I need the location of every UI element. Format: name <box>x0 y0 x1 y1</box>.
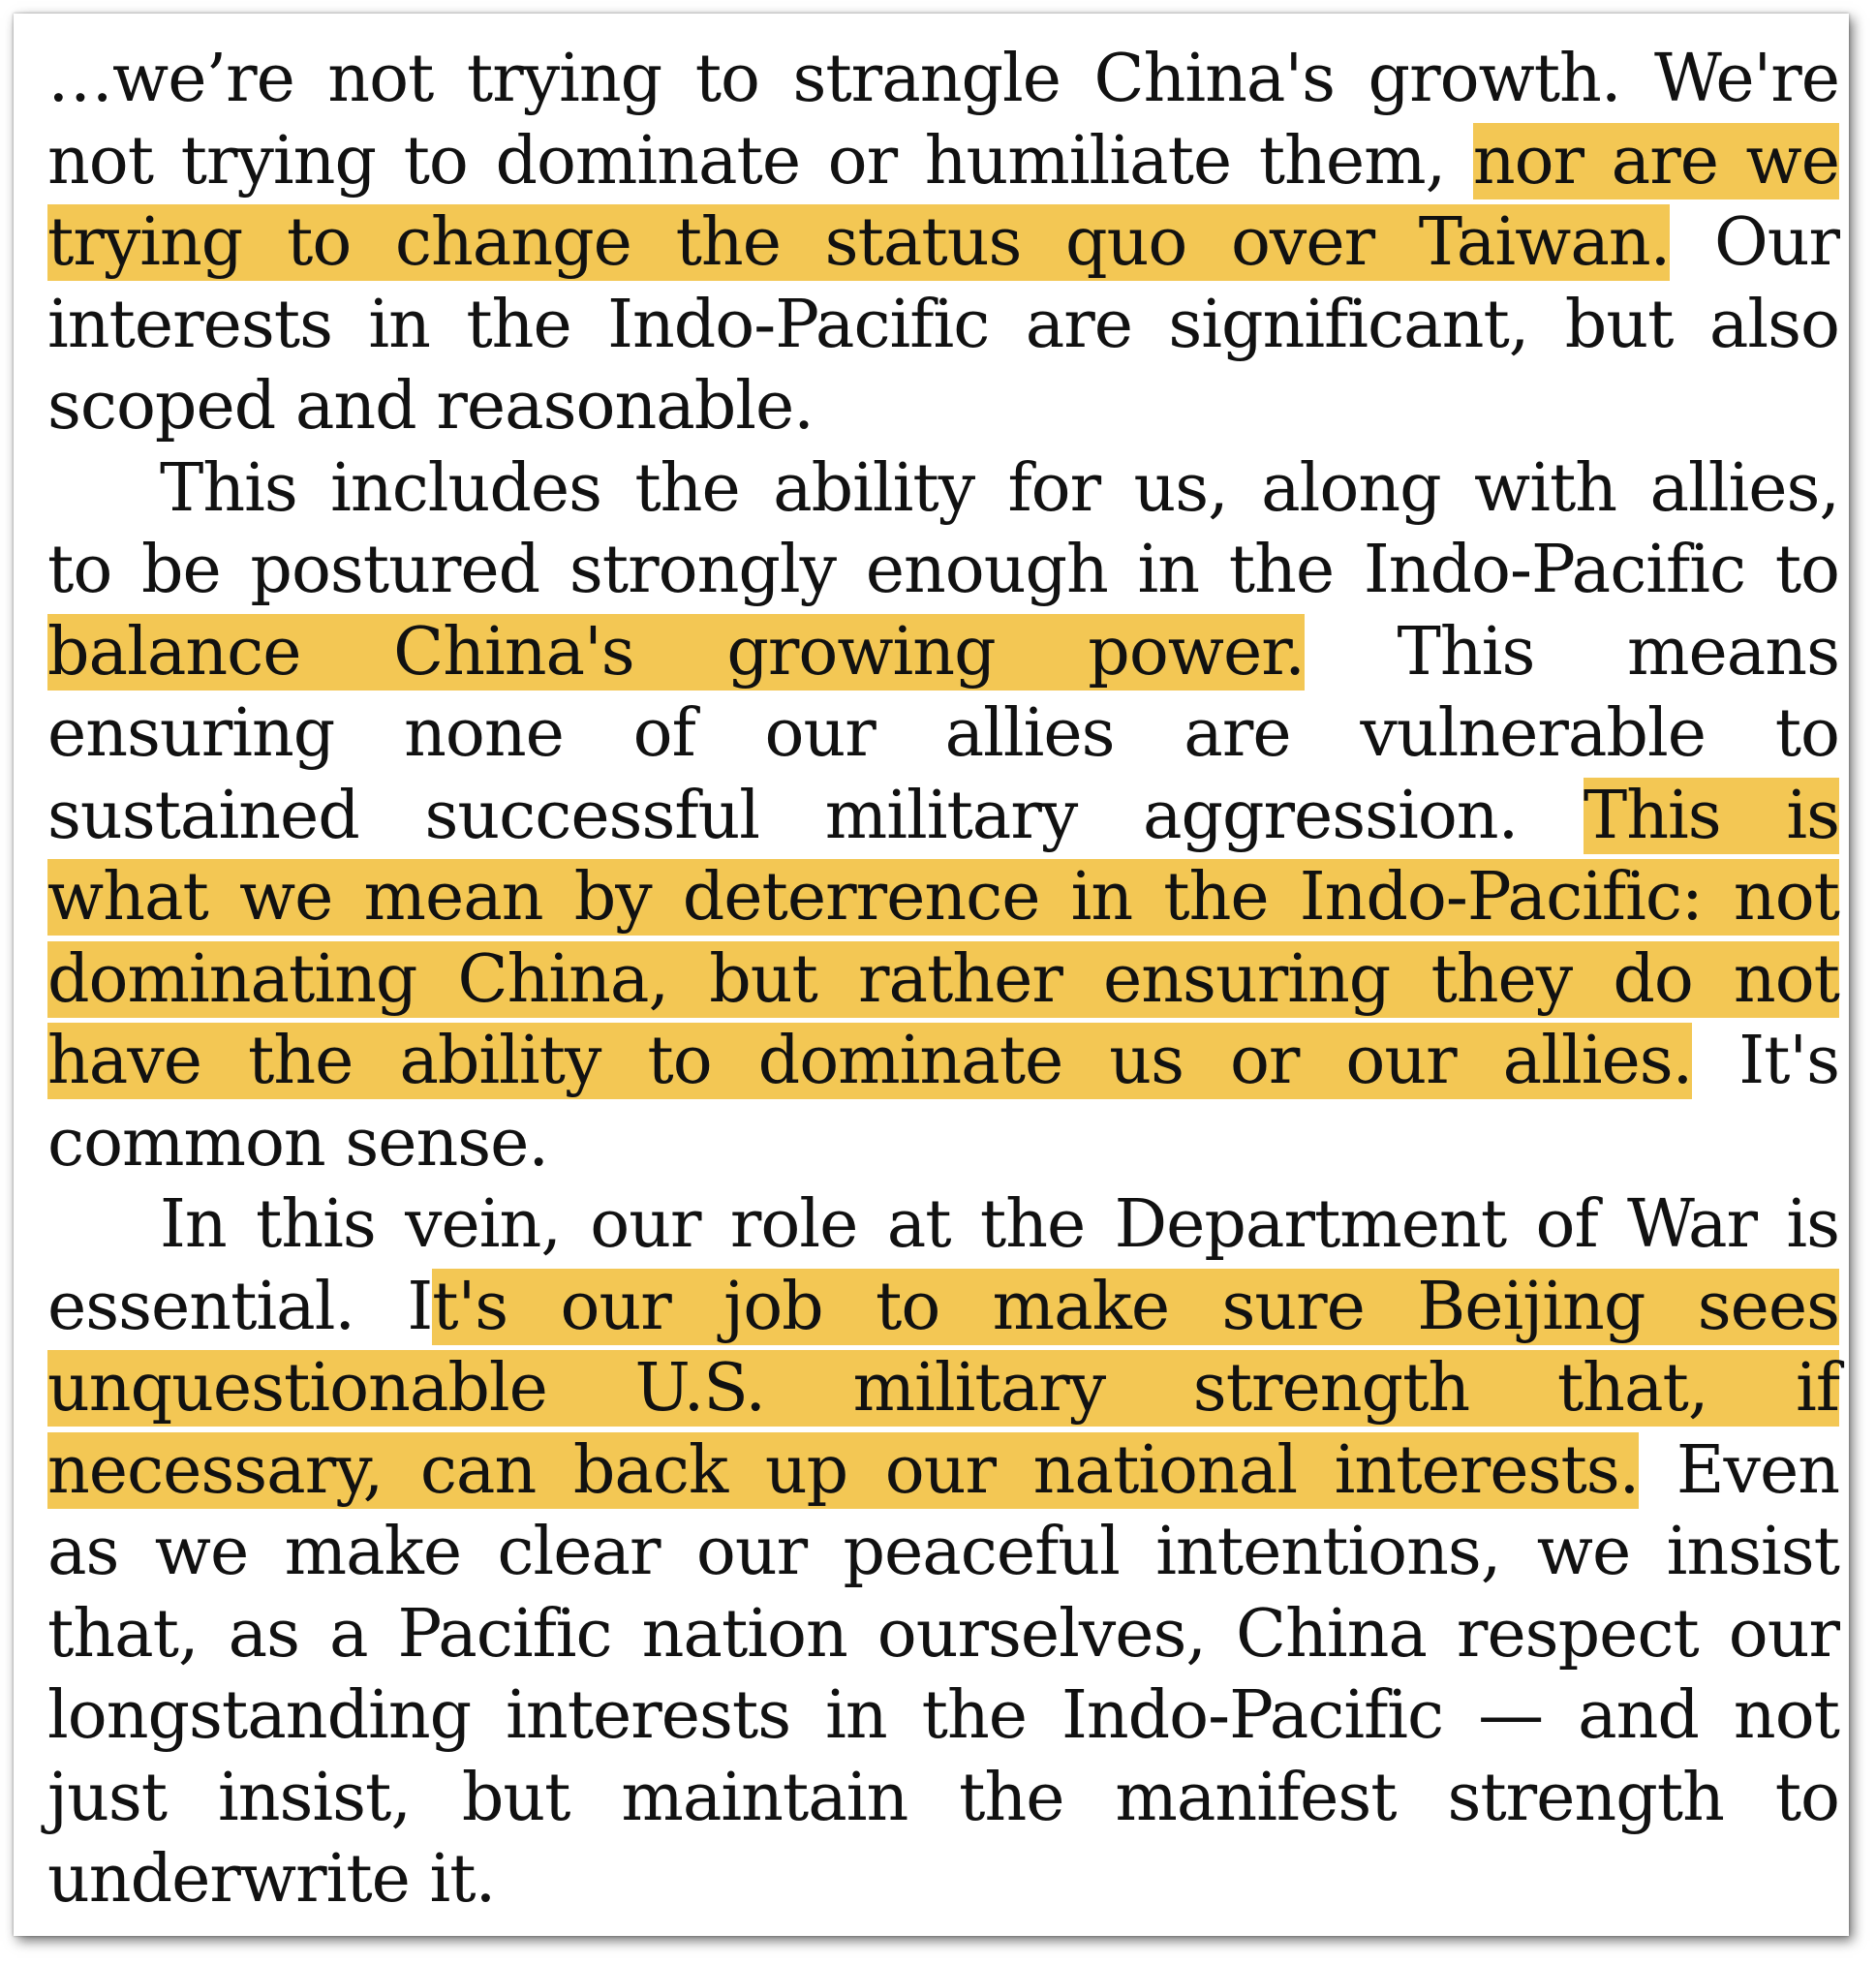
highlighted-text: necessary, can back up our national interests. <box>47 1431 1640 1509</box>
highlighted-text: balance China's growing power. <box>47 613 1305 691</box>
text-line <box>47 39 1839 121</box>
text-line <box>47 1348 1839 1430</box>
text-line <box>47 776 1839 858</box>
text-segment: interests in the Indo-Pacific are significant, but also <box>47 286 1839 363</box>
text-line <box>47 1512 1839 1594</box>
text-segment: In this vein, our role at the Department of War is <box>160 1186 1839 1263</box>
text-segment: longstanding interests in the Indo-Pacific — and not <box>47 1677 1839 1754</box>
highlighted-text: trying to change the status quo over Taiwan. <box>47 204 1671 281</box>
text-segment: as we make clear our peaceful intentions, we insist <box>47 1514 1839 1590</box>
text-line <box>47 1021 1839 1103</box>
text-segment: …we’re not trying to strangle China's growth. We're <box>47 41 1839 117</box>
text-line <box>47 1103 1839 1185</box>
text-segment: just insist, but maintain the manifest strength to <box>47 1759 1839 1836</box>
text-line <box>47 1594 1839 1676</box>
text-line <box>47 1430 1839 1513</box>
text-segment: This includes the ability for us, along with allies, <box>160 449 1839 527</box>
text-segment: It's <box>1692 1023 1839 1099</box>
text-segment: Our <box>1670 204 1839 281</box>
text-segment: ensuring none of our allies are vulnerable to <box>47 695 1839 772</box>
text-line <box>47 1675 1839 1758</box>
text-segment: This means <box>1304 613 1839 691</box>
excerpt-body <box>47 39 1839 1921</box>
text-segment: sustained successful military aggression. <box>47 777 1584 854</box>
text-line <box>47 366 1839 448</box>
highlighted-text: what we mean by deterrence in the Indo-Pacific: not <box>47 859 1839 936</box>
highlighted-text: t's our job to make sure Beijing sees <box>432 1268 1839 1345</box>
text-line <box>47 121 1839 203</box>
text-line <box>47 1839 1839 1921</box>
text-line <box>47 202 1839 285</box>
text-segment: to be postured strongly enough in the Indo-Pacific to <box>47 532 1839 608</box>
text-line <box>47 857 1839 939</box>
text-line <box>47 530 1839 612</box>
highlighted-text: This is <box>1583 777 1839 854</box>
document-excerpt <box>14 14 1849 1936</box>
text-line <box>47 448 1839 531</box>
highlighted-text: have the ability to dominate us or our allies. <box>47 1023 1693 1099</box>
text-line <box>47 285 1839 367</box>
text-segment: essential. I <box>47 1268 433 1345</box>
text-segment: underwrite it. <box>47 1841 496 1918</box>
highlighted-text: dominating China, but rather ensuring they do not <box>47 940 1839 1018</box>
text-line <box>47 1758 1839 1840</box>
text-segment: not trying to dominate or humiliate them, <box>47 122 1473 200</box>
text-line <box>47 612 1839 694</box>
text-segment: Even <box>1639 1431 1839 1509</box>
text-line <box>47 693 1839 776</box>
text-segment: common sense. <box>47 1104 549 1182</box>
text-segment: scoped and reasonable. <box>47 368 814 445</box>
highlighted-text: unquestionable U.S. military strength that, if <box>47 1350 1839 1427</box>
highlighted-text: nor are we <box>1472 122 1839 200</box>
text-line <box>47 939 1839 1022</box>
text-segment: that, as a Pacific nation ourselves, China respect our <box>47 1595 1839 1673</box>
text-line <box>47 1267 1839 1349</box>
text-line <box>47 1184 1839 1267</box>
